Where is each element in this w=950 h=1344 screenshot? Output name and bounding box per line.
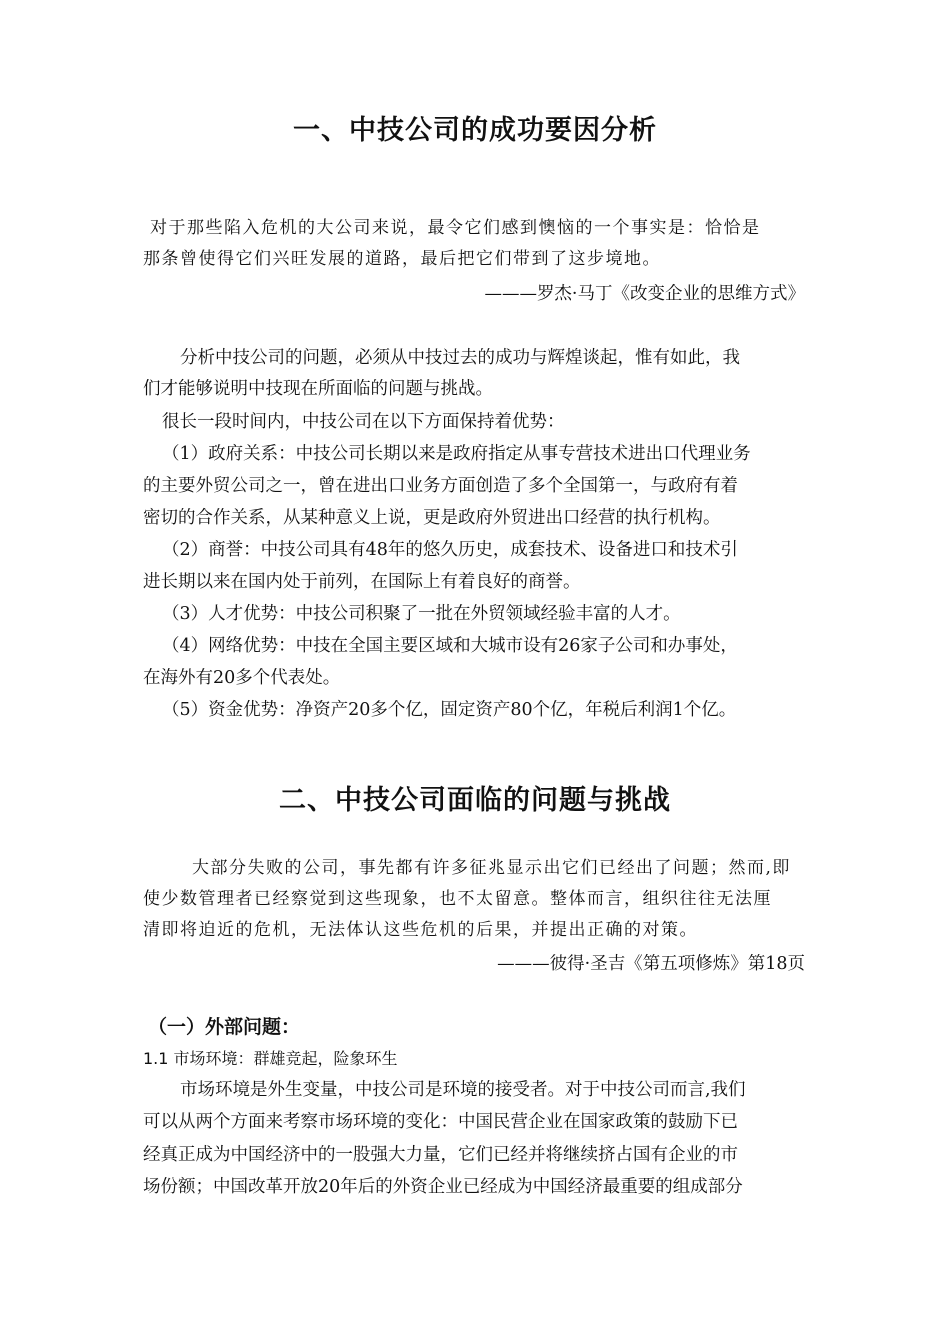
section1-quote-line-1: 对于那些陷入危机的大公司来说，最令它们感到懊恼的一个事实是：恰恰是 (150, 218, 761, 238)
section1-list-item-2: （2）商誉：中技公司具有48年的悠久历史，成套技术、设备进口和技术引 (162, 540, 738, 560)
section1-paragraph-line: 们才能够说明中技现在所面临的问题与挑战。 (143, 379, 493, 399)
section1-list-item-1: （1）政府关系：中技公司长期以来是政府指定从事专营技术进出口代理业务 (162, 444, 751, 464)
section2-quote-attribution: ———彼得·圣吉《第五项修炼》第18页 (497, 954, 805, 974)
section2-paragraph-line: 市场环境是外生变量，中技公司是环境的接受者。对于中技公司而言,我们 (180, 1080, 746, 1100)
section2-paragraph-line: 可以从两个方面来考察市场环境的变化：中国民营企业在国家政策的鼓励下已 (143, 1112, 738, 1132)
section1-list-item-5: （5）资金优势：净资产20多个亿，固定资产80个亿，年税后利润1个亿。 (162, 700, 737, 720)
section2-paragraph-line: 经真正成为中国经济中的一股强大力量，它们已经并将继续挤占国有企业的市 (143, 1145, 738, 1165)
section1-paragraph-line: 密切的合作关系，从某种意义上说，更是政府外贸进出口经营的执行机构。 (143, 508, 721, 528)
section2-quote-line-1: 大部分失败的公司，事先都有许多征兆显示出它们已经出了问题；然而,即 (192, 858, 791, 878)
section1-quote-line-2: 那条曾使得它们兴旺发展的道路，最后把它们带到了这步境地。 (143, 249, 661, 269)
section1-paragraph-line: 分析中技公司的问题，必须从中技过去的成功与辉煌谈起，惟有如此，我 (180, 348, 740, 368)
section2-quote-line-3: 清即将迫近的危机，无法体认这些危机的后果，并提出正确的对策。 (143, 920, 698, 940)
section2-subsubheading: 1.1 市场环境：群雄竞起，险象环生 (143, 1049, 398, 1068)
section2-paragraph-line: 场份额；中国改革开放20年后的外资企业已经成为中国经济最重要的组成部分 (143, 1177, 743, 1197)
section1-paragraph-line: 的主要外贸公司之一，曾在进出口业务方面创造了多个全国第一，与政府有着 (143, 476, 738, 496)
section1-paragraph-line: 进长期以来在国内处于前列，在国际上有着良好的商誉。 (143, 572, 581, 592)
section1-list-item-4: （4）网络优势：中技在全国主要区域和大城市设有26家子公司和办事处， (162, 636, 738, 656)
section1-quote-attribution: ———罗杰·马丁《改变企业的思维方式》 (484, 284, 805, 304)
section2-subheading: （一）外部问题： (148, 1016, 301, 1038)
section2-quote-line-2: 使少数管理者已经察觉到这些现象，也不太留意。整体而言，组织往往无法厘 (143, 889, 772, 909)
section1-paragraph-line: 在海外有20多个代表处。 (143, 668, 341, 688)
section1-list-item-3: （3）人才优势：中技公司积聚了一批在外贸领域经验丰富的人才。 (162, 604, 681, 624)
section1-title: 一、中技公司的成功要因分析 (293, 115, 657, 146)
section1-paragraph-line: 很长一段时间内，中技公司在以下方面保持着优势： (162, 412, 565, 432)
section2-title: 二、中技公司面临的问题与挑战 (279, 785, 671, 816)
